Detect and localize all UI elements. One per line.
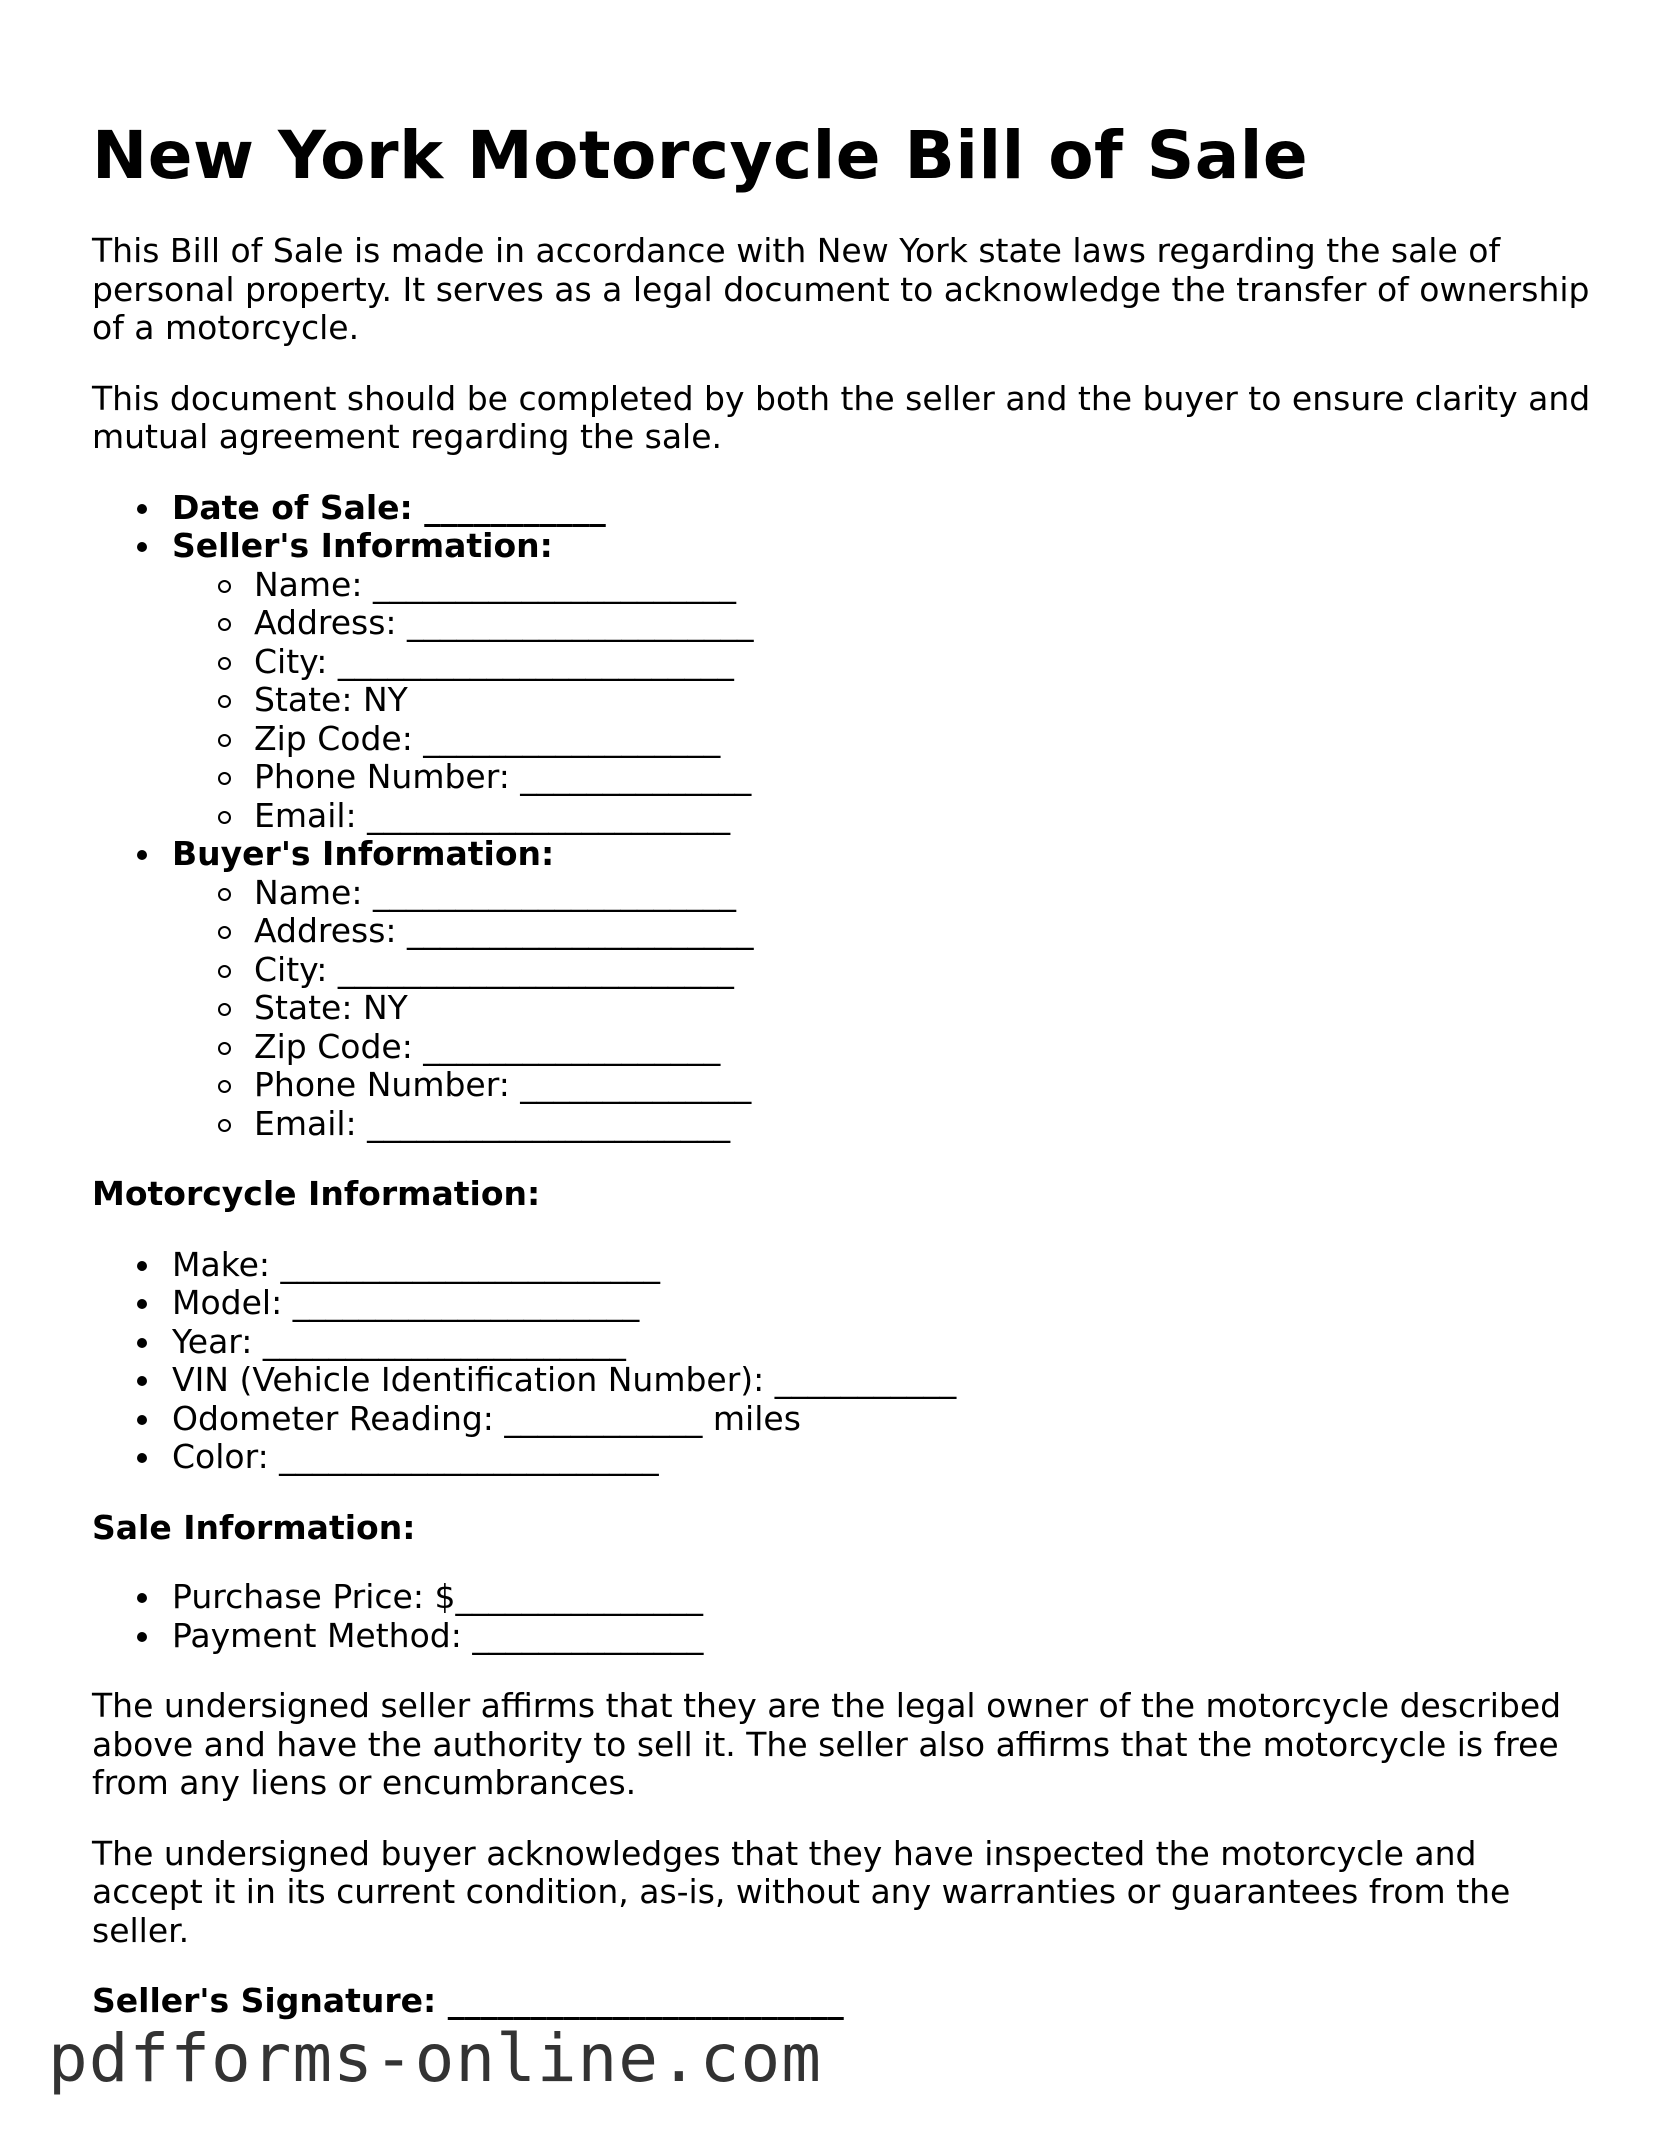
seller-signature-field[interactable]: Seller's Signature: ________________________ (92, 1981, 844, 2020)
intro-paragraph-1: This Bill of Sale is made in accordance with New York state laws regarding the sale of personal property. It serves as a legal document to acknowledge the transfer of ownership of a motorcycle. (92, 231, 1590, 347)
parties-list (92, 489, 1592, 1144)
seller-information-item (92, 527, 1592, 835)
color-field[interactable]: Color: _______________________ (92, 1438, 1592, 1477)
purchase-price-field[interactable]: Purchase Price: $_______________ (92, 1578, 1592, 1617)
year-field[interactable]: Year: ______________________ (92, 1323, 1592, 1362)
buyer-information-heading: Buyer's Information: (172, 834, 555, 873)
seller-state-field: State: NY (172, 681, 1592, 720)
motorcycle-information-heading: Motorcycle Information: (92, 1174, 541, 1213)
seller-address-field[interactable]: Address: _____________________ (172, 604, 1592, 643)
seller-phone-field[interactable]: Phone Number: ______________ (172, 758, 1592, 797)
intro-paragraph-2: This document should be completed by both the seller and the buyer to ensure clarity and mutual agreement regarding the sale. (92, 378, 1591, 456)
buyer-email-field[interactable]: Email: ______________________ (172, 1105, 1592, 1144)
seller-email-field[interactable]: Email: ______________________ (172, 797, 1592, 836)
buyer-address-field[interactable]: Address: _____________________ (172, 912, 1592, 951)
date-of-sale-field[interactable]: Date of Sale: ___________ (92, 489, 1592, 528)
sale-fields-list (92, 1578, 1592, 1655)
seller-fields-list (172, 566, 1592, 836)
seller-information-heading: Seller's Information: (172, 526, 553, 565)
seller-name-field[interactable]: Name: ______________________ (172, 566, 1592, 605)
payment-method-field[interactable]: Payment Method: ______________ (92, 1617, 1592, 1656)
site-watermark: pdfforms-online.com (48, 2020, 822, 2097)
buyer-zip-field[interactable]: Zip Code: __________________ (172, 1028, 1592, 1067)
model-field[interactable]: Model: _____________________ (92, 1284, 1592, 1323)
motorcycle-fields-list (92, 1246, 1592, 1477)
document-title: New York Motorcycle Bill of Sale (92, 117, 1309, 194)
seller-zip-field[interactable]: Zip Code: __________________ (172, 720, 1592, 759)
buyer-phone-field[interactable]: Phone Number: ______________ (172, 1066, 1592, 1105)
buyer-information-item (92, 835, 1592, 1143)
make-field[interactable]: Make: _______________________ (92, 1246, 1592, 1285)
buyer-city-field[interactable]: City: ________________________ (172, 951, 1592, 990)
seller-affirmation: The undersigned seller affirms that they are the legal owner of the motorcycle described above and have the authority to sell it. The seller also affirms that the motorcycle is free from any liens or encumbrances. (92, 1686, 1562, 1802)
buyer-state-field: State: NY (172, 989, 1592, 1028)
seller-city-field[interactable]: City: ________________________ (172, 643, 1592, 682)
buyer-name-field[interactable]: Name: ______________________ (172, 874, 1592, 913)
vin-field[interactable]: VIN (Vehicle Identification Number): ___________ (92, 1361, 1592, 1400)
sale-information-heading: Sale Information: (92, 1507, 416, 1547)
odometer-field[interactable]: Odometer Reading: ____________ miles (92, 1400, 1592, 1439)
buyer-fields-list (172, 874, 1592, 1144)
buyer-acknowledgement: The undersigned buyer acknowledges that they have inspected the motorcycle and accept it in its current condition, as-is, without any warranties or guarantees from the seller. (92, 1833, 1511, 1950)
document-page (92, 110, 1592, 2021)
